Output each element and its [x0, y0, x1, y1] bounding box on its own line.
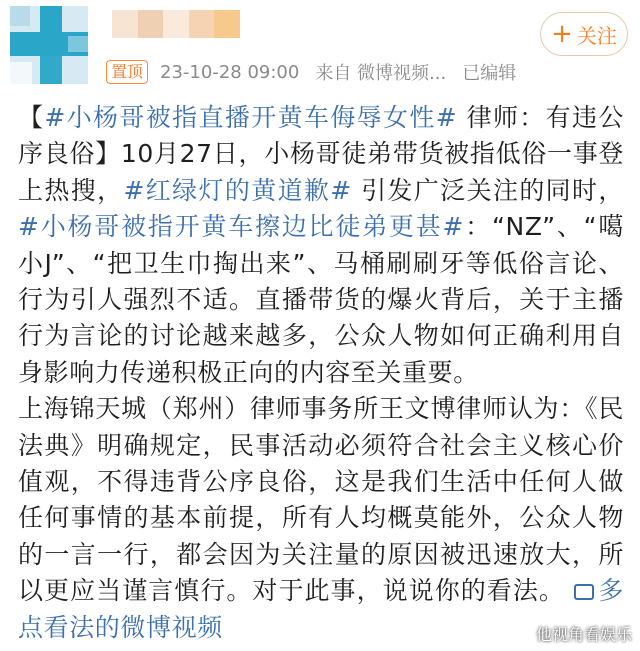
video-icon — [574, 584, 594, 600]
video-link-label: 多点看法的微博视频 — [18, 576, 624, 642]
hashtag-link[interactable]: #红绿灯的黄道歉# — [123, 175, 352, 205]
plus-icon: + — [551, 19, 573, 49]
post-source[interactable]: 来自 微博视频... — [315, 63, 447, 84]
post-timestamp: 23-10-28 09:00 — [160, 61, 300, 83]
follow-label: 关注 — [576, 23, 617, 48]
hashtag-link[interactable]: #小杨哥被指直播开黄车侮辱女性# — [44, 103, 458, 132]
hashtag-link[interactable]: #小杨哥被指开黄车擦边比徒弟更甚# — [18, 212, 465, 242]
post-text: 上海锦天城（郑州）律师事务所王文博律师认为：《民法典》明确规定，民事活动必须符合社会主义核心价值观，不得违背公序良俗，这是我们生活中任何人做任何事情的基本前提，所有人均概莫能外，公众人物的一言一行，都会因为关注量的原因被迅速放大，所以更应当谨言慎行。对于此事，说说你的看法。 — [18, 394, 624, 606]
post-paragraph-2 — [18, 391, 624, 646]
username-blurred[interactable] — [112, 10, 240, 38]
post-paragraph-1: 【#小杨哥被指直播开黄车侮辱女性# 律师：有违公序良俗】10月27日，小杨哥徒弟带货被指低俗一事登上热搜，#红绿灯的黄道歉# 引发广泛关注的同时，#小杨哥被指开黄车擦边比徒弟更甚#：“NZ”、“噶小J”、“把卫生巾掏出来”、马桶刷刷牙等低俗言论、行为引人强烈不适。直播带货的爆火背后，关于主播行为言论的讨论越来越多，公众人物如何正确利用自身影响力传递积极正向的内容至关重要。 — [18, 103, 624, 387]
post-text: 引发广泛关注的同时， — [351, 175, 624, 205]
post-text: 律师：有违公序良俗】10月27日，小杨哥徒弟带货被指低俗一事登上热搜， — [18, 103, 624, 205]
watermark: 他视角看娱乐 — [535, 625, 632, 644]
follow-button[interactable] — [540, 12, 628, 56]
post-meta — [106, 58, 516, 86]
post-body — [18, 100, 624, 646]
pin-badge: 置顶 — [106, 60, 148, 84]
edited-label[interactable]: 已编辑 — [462, 63, 517, 84]
avatar[interactable] — [10, 6, 88, 84]
post-header — [0, 0, 640, 96]
post-text: ：“NZ”、“噶小J”、“把卫生巾掏出来”、马桶刷刷牙等低俗言论、行为引人强烈不适。直播带货的爆火背后，关于主播行为言论的讨论越来越多，公众人物如何正确利用自身影响力传递积极正向的内容至关重要。 — [18, 212, 624, 387]
